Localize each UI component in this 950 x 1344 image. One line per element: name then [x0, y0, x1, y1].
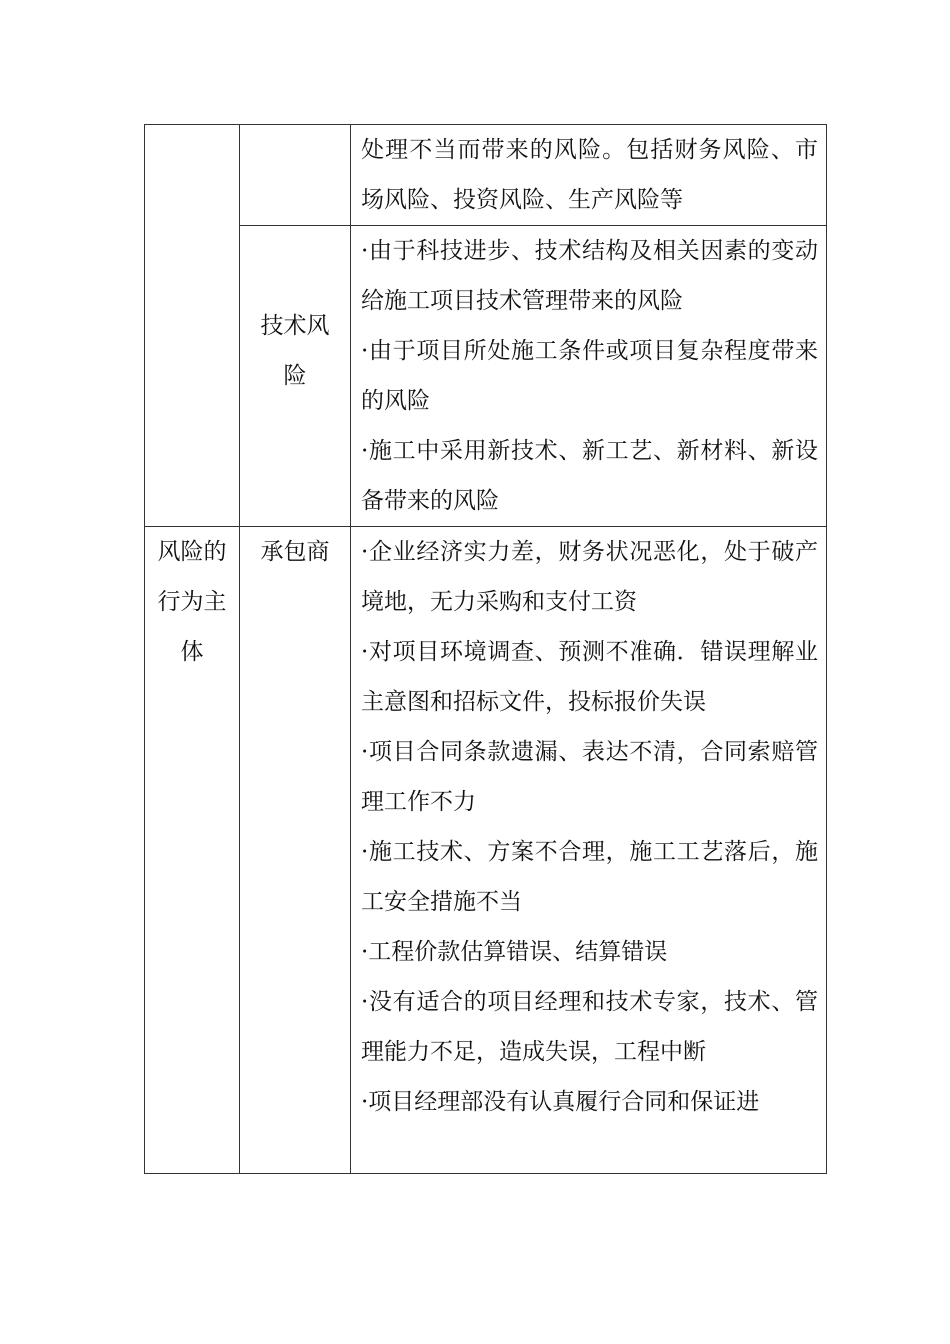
risk-item: 处理不当而带来的风险。包括财务风险、市场风险、投资风险、生产风险等 [361, 137, 818, 213]
table-row [145, 125, 827, 226]
table-row [145, 527, 827, 1174]
risk-item: ·项目经理部没有认真履行合同和保证进 [361, 1089, 760, 1115]
description-cell [351, 226, 827, 527]
risk-item: ·由于科技进步、技术结构及相关因素的变动给施工项目技术管理带来的风险 [361, 238, 818, 314]
risk-item: ·没有适合的项目经理和技术专家，技术、管理能力不足，造成失误，工程中断 [361, 989, 818, 1065]
subcategory-label: 技术风险 [260, 313, 330, 389]
subcategory-label: 承包商 [260, 539, 330, 565]
risk-item: ·施工技术、方案不合理，施工工艺落后，施工安全措施不当 [361, 839, 818, 915]
subcategory-cell [240, 125, 351, 226]
risk-item: ·工程价款估算错误、结算错误 [361, 939, 668, 965]
category-label: 风险的行为主体 [157, 539, 227, 665]
subcategory-cell [240, 226, 351, 527]
subcategory-cell [240, 527, 351, 1174]
category-cell [145, 527, 240, 1174]
category-cell [145, 125, 240, 527]
table-row [145, 226, 827, 527]
risk-item: ·项目合同条款遗漏、表达不清，合同索赔管理工作不力 [361, 739, 818, 815]
risk-table [144, 124, 827, 1174]
risk-item: ·对项目环境调查、预测不准确．错误理解业主意图和招标文件，投标报价失误 [361, 639, 818, 715]
risk-item: ·由于项目所处施工条件或项目复杂程度带来的风险 [361, 338, 818, 414]
description-cell [351, 125, 827, 226]
risk-item: ·施工中采用新技术、新工艺、新材料、新设备带来的风险 [361, 438, 818, 514]
risk-item: ·企业经济实力差，财务状况恶化，处于破产境地，无力采购和支付工资 [361, 539, 818, 615]
description-cell [351, 527, 827, 1174]
